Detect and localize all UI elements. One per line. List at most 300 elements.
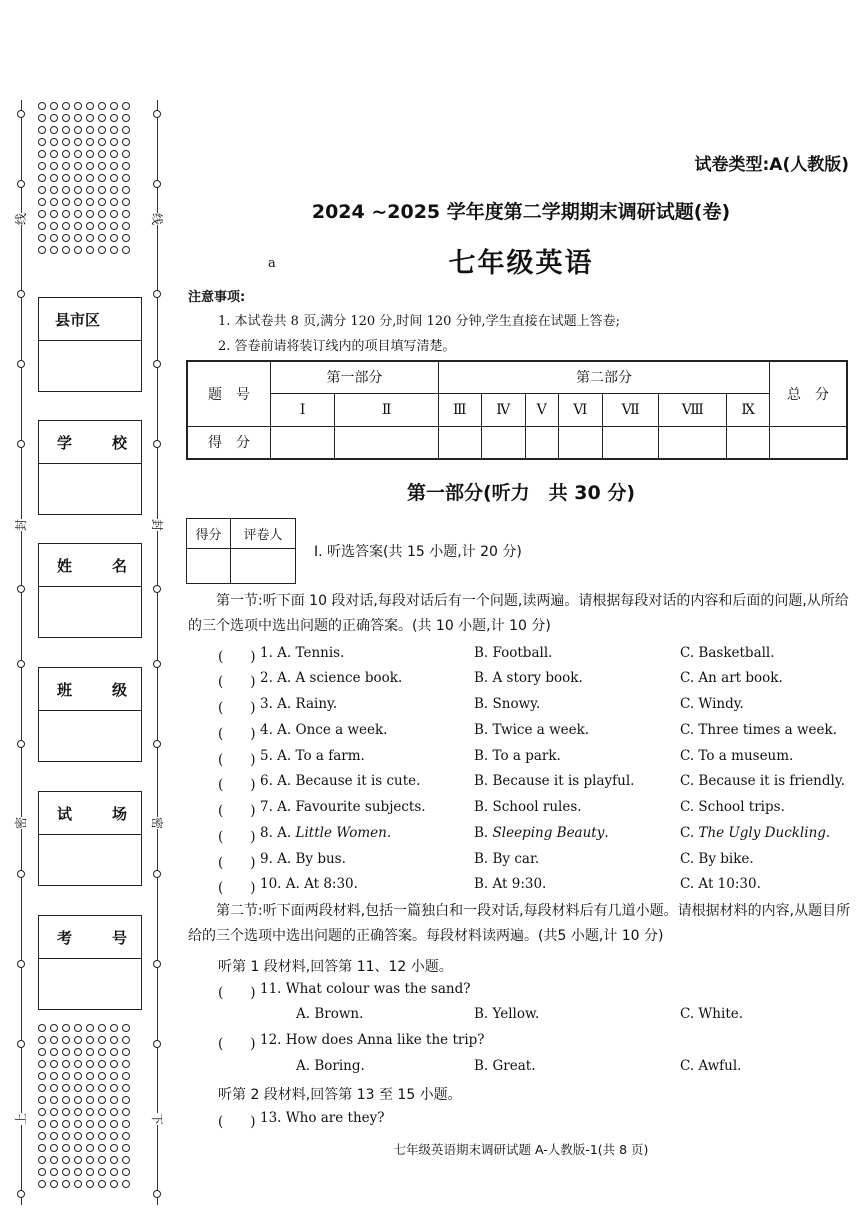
answer-paren[interactable]: ( ) — [218, 1114, 256, 1130]
class-box — [38, 667, 142, 762]
option-c: C. Awful. — [680, 1058, 742, 1074]
option-b: B. Because it is playful. — [474, 773, 635, 789]
listen-material-1: 听第 1 段材料,回答第 11、12 小题。 — [218, 959, 453, 975]
question-stem: 2. A. A science book. — [260, 670, 403, 686]
option-c: C. Windy. — [680, 696, 744, 712]
margin-mark-mi-right: 密 — [150, 816, 165, 830]
binding-hole — [17, 1190, 25, 1198]
option-b: B. By car. — [474, 851, 540, 867]
grader-score-cell[interactable] — [187, 549, 231, 584]
bubble-dot — [98, 1108, 106, 1116]
bubble-dot — [98, 1120, 106, 1128]
question-3 — [218, 696, 858, 718]
note-item: 2. 答卷前请将装订线内的项目填写清楚。 — [218, 339, 456, 354]
answer-paren[interactable]: ( ) — [218, 880, 256, 896]
question-stem: 4. A. Once a week. — [260, 722, 388, 738]
bubble-dot — [86, 150, 94, 158]
question-6 — [218, 773, 858, 795]
bubble-dot — [50, 1024, 58, 1032]
q8-dot: . — [386, 825, 392, 841]
bubble-dot — [74, 1168, 82, 1176]
bubble-dot — [62, 1132, 70, 1140]
answer-paren[interactable]: ( ) — [218, 829, 256, 845]
bubble-dot — [50, 1180, 58, 1188]
bubble-dot — [86, 246, 94, 254]
bubble-dot — [110, 1096, 118, 1104]
bubble-dot — [98, 1096, 106, 1104]
bubble-dot — [74, 150, 82, 158]
bubble-dot — [86, 1108, 94, 1116]
bubble-dot — [74, 186, 82, 194]
bubble-dot — [50, 1060, 58, 1068]
bubble-dot — [110, 1120, 118, 1128]
bubble-dot — [62, 102, 70, 110]
question-stem: 12. How does Anna like the trip? — [260, 1032, 485, 1048]
bubble-dot — [98, 1060, 106, 1068]
bubble-dot — [98, 222, 106, 230]
binding-hole — [153, 180, 161, 188]
bubble-dot — [50, 1120, 58, 1128]
county-box — [38, 297, 142, 392]
class-field[interactable] — [39, 711, 141, 761]
exam-room-field[interactable] — [39, 835, 141, 885]
bubble-dot — [62, 174, 70, 182]
option-b: B. At 9:30. — [474, 876, 547, 892]
bubble-dot — [86, 1180, 94, 1188]
bubble-dot — [122, 1096, 130, 1104]
binding-hole — [17, 110, 25, 118]
bubble-dot — [122, 198, 130, 206]
bubble-dot — [62, 138, 70, 146]
answer-paren[interactable]: ( ) — [218, 803, 256, 819]
school-field[interactable] — [39, 464, 141, 514]
bubble-dot — [38, 234, 46, 242]
score-cell[interactable] — [727, 426, 770, 459]
bubble-dot — [86, 1048, 94, 1056]
bubble-dot — [74, 1180, 82, 1188]
bubble-dot — [122, 1072, 130, 1080]
bubble-dot — [62, 1144, 70, 1152]
bubble-dot — [50, 1072, 58, 1080]
bubble-dot — [50, 138, 58, 146]
bubble-dot — [38, 138, 46, 146]
bubble-dot — [74, 1156, 82, 1164]
bubble-dot — [62, 1072, 70, 1080]
score-cell[interactable] — [481, 426, 525, 459]
bubble-dot — [122, 222, 130, 230]
binding-hole — [17, 1040, 25, 1048]
bubble-dot — [110, 114, 118, 122]
bubble-dot — [38, 198, 46, 206]
bubble-dot — [110, 234, 118, 242]
room-label-b: 场 — [111, 804, 127, 823]
bubble-dot — [38, 1060, 46, 1068]
bubble-dot — [98, 1168, 106, 1176]
section2-instructions: 第二节:听下面两段材料,包括一篇独白和一段对话,每段材料后有几道小题。请根据材料的内容,从题目所给的三个选项中选出问题的正确答案。每段材料读两遍。(共5 小题,计 10 分) — [188, 903, 851, 944]
room-label-a: 试 — [57, 804, 73, 823]
q8-dot: . — [604, 825, 609, 841]
question-7 — [218, 799, 858, 821]
question-12-options — [218, 1058, 858, 1080]
q8-option-a: Little Women — [295, 825, 387, 841]
bubble-dot — [86, 1132, 94, 1140]
bubble-dot — [50, 1096, 58, 1104]
bubble-dot — [110, 198, 118, 206]
bubble-dot — [50, 1144, 58, 1152]
binding-hole — [17, 360, 25, 368]
bubble-dot — [74, 210, 82, 218]
option-b: B. Twice a week. — [474, 722, 590, 738]
option-c: C. An art book. — [680, 670, 783, 686]
bubble-dot — [74, 246, 82, 254]
binding-hole — [153, 660, 161, 668]
bubble-dot — [38, 1168, 46, 1176]
bubble-dot — [38, 210, 46, 218]
school-label-b: 校 — [111, 433, 127, 452]
part1-header: 第一部分 — [271, 361, 439, 393]
question-stem: 13. Who are they? — [260, 1110, 385, 1126]
ti-hao-header: 题 号 — [187, 361, 271, 426]
bubble-dot — [74, 114, 82, 122]
bubble-dot — [86, 1084, 94, 1092]
binding-hole — [17, 960, 25, 968]
bubble-dot — [50, 1036, 58, 1044]
bubble-dot — [62, 1108, 70, 1116]
number-label-b: 号 — [111, 928, 127, 947]
bubble-dot — [74, 1048, 82, 1056]
bubble-dot — [38, 186, 46, 194]
bubble-dot — [122, 174, 130, 182]
bubble-dot — [50, 1048, 58, 1056]
page-footer: 七年级英语期末调研试题 A-人教版-1(共 8 页) — [393, 1142, 649, 1157]
bubble-dot — [74, 1084, 82, 1092]
bubble-dot — [122, 1120, 130, 1128]
notes-title: 注意事项: — [188, 290, 246, 305]
q8-b-prefix: B. — [474, 825, 493, 841]
bubble-dot — [50, 246, 58, 254]
answer-paren[interactable]: ( ) — [218, 700, 256, 716]
bubble-dot — [110, 1084, 118, 1092]
binding-hole — [153, 740, 161, 748]
bubble-dot — [38, 174, 46, 182]
q8-dot: . — [825, 825, 831, 841]
binding-hole — [153, 110, 161, 118]
score-cell[interactable] — [438, 426, 481, 459]
bubble-dot — [110, 162, 118, 170]
answer-paren[interactable]: ( ) — [218, 752, 256, 768]
exam-room-box — [38, 791, 142, 886]
bubble-dot — [74, 1024, 82, 1032]
bubble-dot — [122, 102, 130, 110]
bubble-dot — [86, 162, 94, 170]
bubble-dot — [122, 1024, 130, 1032]
bubble-dot — [110, 1168, 118, 1176]
roman-numeral: Ⅵ — [558, 393, 602, 426]
bubble-dot — [98, 174, 106, 182]
school-box — [38, 420, 142, 515]
option-c: C. White. — [680, 1006, 744, 1022]
grader-reviewer-cell[interactable] — [230, 549, 295, 584]
score-cell[interactable] — [335, 426, 439, 459]
bubble-dot — [86, 1096, 94, 1104]
bubble-dot — [74, 1060, 82, 1068]
part-one-title: 第一部分(听力 共 30 分) — [406, 482, 636, 504]
option-b: B. A story book. — [474, 670, 583, 686]
bubble-dot — [74, 222, 82, 230]
name-label-b: 名 — [111, 556, 127, 575]
bubble-dot — [122, 1036, 130, 1044]
bubble-dot — [38, 1132, 46, 1140]
bubble-dot — [50, 1168, 58, 1176]
bubble-dot — [98, 246, 106, 254]
bubble-dot — [122, 1168, 130, 1176]
bubble-dot — [74, 234, 82, 242]
total-header: 总 分 — [770, 361, 848, 426]
exam-number-box — [38, 915, 142, 1010]
binding-hole — [153, 360, 161, 368]
bubble-dot — [122, 1132, 130, 1140]
bubble-dot — [50, 162, 58, 170]
margin-mark-feng-right: 封 — [150, 518, 165, 532]
bubble-dot — [38, 102, 46, 110]
bubble-dot — [110, 186, 118, 194]
bubble-dot — [110, 1108, 118, 1116]
bubble-dot — [62, 126, 70, 134]
bubble-dot — [110, 1144, 118, 1152]
exam-title: 2024 ~2025 学年度第二学期期末调研试题(卷) — [311, 201, 731, 223]
bubble-dot — [50, 1156, 58, 1164]
bubble-dot — [38, 222, 46, 230]
bubble-dot — [62, 162, 70, 170]
bubble-dot — [38, 1096, 46, 1104]
bubble-dot — [38, 1048, 46, 1056]
roman-numeral: Ⅳ — [481, 393, 525, 426]
bubble-dot — [38, 1072, 46, 1080]
number-label-a: 考 — [57, 928, 73, 947]
de-fen-label: 得 分 — [187, 426, 271, 459]
score-cell[interactable] — [525, 426, 558, 459]
option-c: C. Three times a week. — [680, 722, 837, 738]
score-table — [186, 360, 848, 460]
binding-hole — [17, 740, 25, 748]
roman-numeral: Ⅲ — [438, 393, 481, 426]
answer-paren[interactable]: ( ) — [218, 674, 256, 690]
bubble-dot — [50, 150, 58, 158]
bubble-dot — [122, 1060, 130, 1068]
option-b: B. Snowy. — [474, 696, 541, 712]
answer-paren[interactable]: ( ) — [218, 777, 256, 793]
bubble-dot — [86, 1156, 94, 1164]
note-item: 1. 本试卷共 8 页,满分 120 分,时间 120 分钟,学生直接在试题上答卷; — [218, 314, 621, 329]
bubble-dot — [62, 198, 70, 206]
bubble-dot — [62, 210, 70, 218]
bubble-dot — [110, 222, 118, 230]
bubble-dot — [122, 1144, 130, 1152]
binding-hole — [153, 1040, 161, 1048]
binding-hole — [153, 290, 161, 298]
bubble-dot — [50, 210, 58, 218]
bubble-dot — [98, 198, 106, 206]
bubble-dot — [122, 114, 130, 122]
option-b: B. Great. — [474, 1058, 536, 1074]
bubble-dot — [38, 126, 46, 134]
bubble-dot — [122, 210, 130, 218]
bubble-dot — [38, 1108, 46, 1116]
bubble-dot — [86, 138, 94, 146]
bubble-dot — [110, 102, 118, 110]
county-field[interactable] — [39, 341, 141, 391]
bubble-dot — [38, 1120, 46, 1128]
question-stem: 1. A. Tennis. — [260, 645, 345, 661]
bubble-dot — [122, 162, 130, 170]
bubble-dot — [122, 186, 130, 194]
option-c: C. School trips. — [680, 799, 785, 815]
grader-table — [186, 518, 296, 584]
answer-paren[interactable]: ( ) — [218, 985, 256, 1001]
dot-grid-bottom — [36, 1022, 132, 1190]
question-13 — [218, 1110, 858, 1132]
bubble-dot — [50, 222, 58, 230]
binding-hole — [153, 440, 161, 448]
bubble-dot — [110, 210, 118, 218]
bubble-dot — [86, 222, 94, 230]
bubble-dot — [86, 114, 94, 122]
bubble-dot — [86, 210, 94, 218]
binding-hole — [17, 585, 25, 593]
bubble-dot — [98, 1024, 106, 1032]
bubble-dot — [86, 234, 94, 242]
bubble-dot — [110, 1060, 118, 1068]
bubble-dot — [86, 198, 94, 206]
bubble-dot — [50, 174, 58, 182]
bubble-dot — [74, 1120, 82, 1128]
margin-mark-xian-right: 线 — [150, 212, 165, 226]
bubble-dot — [98, 114, 106, 122]
option-c: C. Basketball. — [680, 645, 775, 661]
question-8 — [218, 825, 858, 847]
roman-numeral: Ⅴ — [525, 393, 558, 426]
bubble-dot — [62, 150, 70, 158]
margin-mark-mi-left: 密 — [14, 816, 29, 830]
binding-hole — [17, 440, 25, 448]
bubble-dot — [86, 174, 94, 182]
score-cell[interactable] — [659, 426, 727, 459]
bubble-dot — [122, 1048, 130, 1056]
bubble-dot — [74, 1072, 82, 1080]
score-cell[interactable] — [271, 426, 335, 459]
question-2 — [218, 670, 858, 692]
roman-numeral: Ⅸ — [727, 393, 770, 426]
question-10 — [218, 876, 858, 898]
listen-material-2: 听第 2 段材料,回答第 13 至 15 小题。 — [218, 1087, 462, 1103]
bubble-dot — [62, 246, 70, 254]
bubble-dot — [62, 1048, 70, 1056]
bubble-dot — [38, 1180, 46, 1188]
bubble-dot — [122, 1108, 130, 1116]
binding-hole — [17, 870, 25, 878]
bubble-dot — [86, 1120, 94, 1128]
class-label-a: 班 — [57, 680, 73, 699]
bubble-dot — [62, 1168, 70, 1176]
bubble-dot — [50, 234, 58, 242]
bubble-dot — [122, 138, 130, 146]
bubble-dot — [38, 150, 46, 158]
answer-paren[interactable]: ( ) — [218, 726, 256, 742]
bubble-dot — [74, 1132, 82, 1140]
roman-numeral: Ⅱ — [335, 393, 439, 426]
bubble-dot — [74, 1036, 82, 1044]
bubble-dot — [62, 1060, 70, 1068]
q8-option-b: Sleeping Beauty — [492, 825, 605, 841]
answer-paren[interactable]: ( ) — [218, 1036, 256, 1052]
binding-hole — [153, 960, 161, 968]
exam-number-field[interactable] — [39, 959, 141, 1009]
bubble-dot — [86, 1072, 94, 1080]
bubble-dot — [98, 138, 106, 146]
total-score-cell[interactable] — [770, 426, 848, 459]
question-1 — [218, 645, 858, 667]
bubble-dot — [74, 102, 82, 110]
bubble-dot — [38, 1036, 46, 1044]
bubble-dot — [110, 174, 118, 182]
bubble-dot — [98, 1072, 106, 1080]
bubble-dot — [86, 1168, 94, 1176]
bubble-dot — [110, 150, 118, 158]
q8-num: 8. A. — [260, 825, 296, 841]
question-5 — [218, 748, 858, 770]
bubble-dot — [62, 1180, 70, 1188]
score-cell[interactable] — [603, 426, 659, 459]
bubble-dot — [62, 1084, 70, 1092]
roman-numeral: Ⅰ — [271, 393, 335, 426]
bubble-dot — [98, 1180, 106, 1188]
part2-header: 第二部分 — [438, 361, 769, 393]
answer-paren[interactable]: ( ) — [218, 855, 256, 871]
binding-hole — [153, 870, 161, 878]
margin-mark-feng-left: 封 — [14, 518, 29, 532]
answer-paren[interactable]: ( ) — [218, 649, 256, 665]
bubble-dot — [38, 162, 46, 170]
option-a: A. Boring. — [296, 1058, 365, 1074]
bubble-dot — [122, 1084, 130, 1092]
section-title: Ⅰ. 听选答案(共 15 小题,计 20 分) — [314, 544, 522, 560]
bubble-dot — [110, 1024, 118, 1032]
bubble-dot — [62, 1120, 70, 1128]
bubble-dot — [38, 1144, 46, 1152]
bubble-dot — [86, 102, 94, 110]
option-c: C. To a museum. — [680, 748, 794, 764]
dot-grid-top — [36, 100, 132, 256]
margin-mark-xian-left: 线 — [14, 212, 29, 226]
score-cell[interactable] — [558, 426, 602, 459]
name-field[interactable] — [39, 587, 141, 637]
bubble-dot — [38, 114, 46, 122]
bubble-dot — [110, 138, 118, 146]
binding-hole — [17, 660, 25, 668]
bubble-dot — [62, 114, 70, 122]
bubble-dot — [62, 222, 70, 230]
question-stem: 5. A. To a farm. — [260, 748, 365, 764]
bubble-dot — [50, 198, 58, 206]
bubble-dot — [98, 1132, 106, 1140]
option-a: A. Brown. — [296, 1006, 364, 1022]
binding-hole — [153, 1190, 161, 1198]
bubble-dot — [74, 1108, 82, 1116]
bubble-dot — [86, 186, 94, 194]
bubble-dot — [98, 1036, 106, 1044]
bubble-dot — [38, 1024, 46, 1032]
bubble-dot — [98, 150, 106, 158]
